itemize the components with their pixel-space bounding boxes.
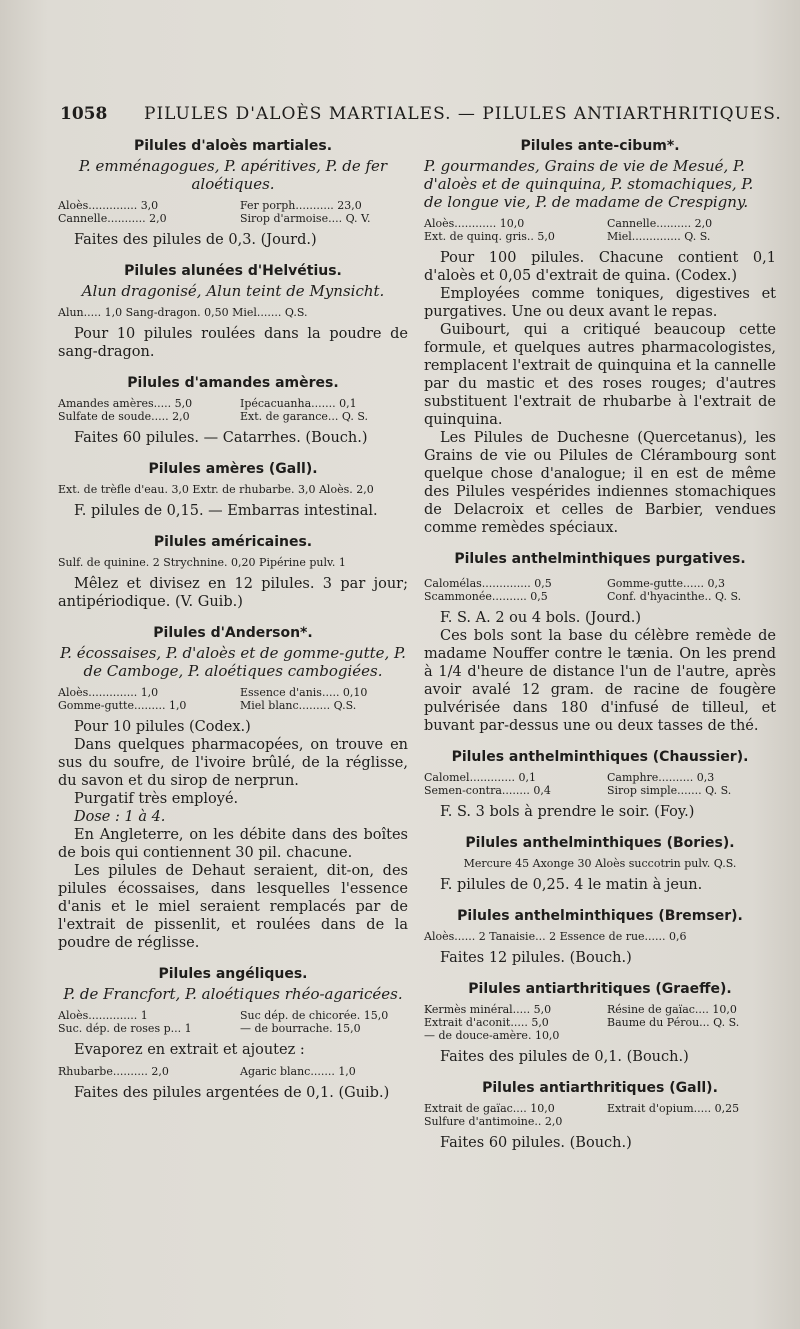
paragraph: Pour 100 pilules. Chacune contient 0,1 d'aloès et 0,05 d'extrait de quina. (Codex.) — [424, 250, 776, 284]
ingredient-list — [58, 397, 408, 423]
ingredient: — de douce-amère. 10,0 — [424, 1029, 560, 1042]
paragraph: Faites 12 pilules. (Bouch.) — [440, 950, 632, 966]
ingredient-list — [424, 217, 776, 243]
ingredient: Calomel............. 0,1 — [424, 771, 537, 784]
ingredient: Sulfate de soude..... 2,0 — [58, 410, 190, 423]
section-title: Pilules d'amandes amères. — [127, 375, 339, 391]
ingredient-list — [424, 1003, 776, 1042]
ingredient: Fer porph........... 23,0 — [240, 199, 362, 212]
running-title: PILULES D'ALOÈS MARTIALES. — PILULES ANTIARTHRITIQUES. — [144, 104, 782, 124]
ingredient-list — [424, 1102, 776, 1128]
paragraph: Evaporez en extrait et ajoutez : — [74, 1042, 305, 1058]
section-synonyms: P. gourmandes, Grains de vie de Mesué, P. d'aloès et de quinquina, P. stomachiques, P. de longue vie, P. de madame de Crespigny. — [424, 157, 754, 211]
right-column — [424, 138, 776, 1152]
section-title: Pilules antiarthritiques (Gall). — [482, 1080, 718, 1096]
ingredient-list — [58, 199, 408, 225]
ingredient-line: Sulf. de quinine. 2 Strychnine. 0,20 Pipérine pulv. 1 — [58, 556, 346, 569]
ingredient-list — [58, 1009, 408, 1035]
section-title: Pilules anthelminthiques (Chaussier). — [451, 749, 749, 765]
ingredient: Ext. de quinq. gris.. 5,0 — [424, 230, 555, 243]
paragraph: Faites 60 pilules. — Catarrhes. (Bouch.) — [74, 430, 368, 446]
ingredient: Cannelle........... 2,0 — [58, 212, 167, 225]
section-title: Pilules antiarthritiques (Graeffe). — [468, 981, 732, 997]
ingredient: Sulfure d'antimoine.. 2,0 — [424, 1115, 563, 1128]
paragraph: Les pilules de Dehaut seraient, dit-on, des pilules écossaises, dans lesquelles l'essence d'anis et le miel seraient remplacés par de l'extrait de pissenlit, et roulées dans de la poudre de réglisse. — [58, 863, 408, 951]
ingredient: Conf. d'hyacinthe.. Q. S. — [607, 590, 742, 603]
ingredient: Extrait d'aconit..... 5,0 — [424, 1016, 549, 1029]
section-title: Pilules anthelminthiques purgatives. — [454, 551, 746, 567]
section-synonyms: P. de Francfort, P. aloétiques rhéo-agaricées. — [63, 985, 403, 1003]
ingredient: Suc. dép. de roses p... 1 — [58, 1022, 192, 1035]
section-title: Pilules anthelminthiques (Bremser). — [457, 908, 743, 924]
ingredient — [607, 1029, 776, 1042]
ingredient-list — [424, 771, 776, 797]
ingredient: Calomélas.............. 0,5 — [424, 577, 552, 590]
section-title: Pilules amères (Gall). — [148, 461, 318, 477]
ingredient: Aloès.............. 1,0 — [58, 686, 159, 699]
ingredient-line: Mercure 45 Axonge 30 Aloès succotrin pulv. Q.S. — [463, 857, 737, 870]
ingredient: Essence d'anis..... 0,10 — [240, 686, 368, 699]
ingredient: Ext. de garance... Q. S. — [240, 410, 368, 423]
section-synonyms: P. écossaises, P. d'aloès et de gomme-gutte, P. de Camboge, P. aloétiques cambogiées. — [60, 644, 406, 680]
ingredient: Amandes amères..... 5,0 — [58, 397, 193, 410]
paragraph: Faites des pilules argentées de 0,1. (Guib.) — [74, 1085, 390, 1101]
ingredient: Résine de gaïac.... 10,0 — [607, 1003, 737, 1016]
section-title: Pilules alunées d'Helvétius. — [124, 263, 342, 279]
paragraph: Faites 60 pilules. (Bouch.) — [440, 1135, 632, 1151]
section-title: Pilules angéliques. — [158, 966, 308, 982]
paragraph: Purgatif très employé. — [74, 791, 239, 807]
ingredient: Sirop d'armoise.... Q. V. — [240, 212, 371, 225]
paragraph: Faites des pilules de 0,1. (Bouch.) — [440, 1049, 689, 1065]
paragraph: Mêlez et divisez en 12 pilules. 3 par jour; antipériodique. (V. Guib.) — [58, 576, 408, 610]
ingredient-list — [424, 577, 776, 603]
paragraph: Dans quelques pharmacopées, on trouve en sus du soufre, de l'ivoire brûlé, de la réglisse, du savon et du sirop de nerprun. — [58, 737, 408, 789]
ingredient: Ipécacuanha....... 0,1 — [240, 397, 357, 410]
paragraph: F. pilules de 0,25. 4 le matin à jeun. — [440, 877, 703, 893]
section-title: Pilules d'aloès martiales. — [133, 138, 333, 154]
ingredient: Kermès minéral..... 5,0 — [424, 1003, 552, 1016]
ingredient: Miel.............. Q. S. — [607, 230, 711, 243]
paragraph: Les Pilules de Duchesne (Quercetanus), les Grains de vie ou Pilules de Clérambourg sont quelque chose d'analogue; il en est de même des Pilules vespérides indiennes stomachiques de Delacroix et celles de Barbier, vendues comme remèdes spéciaux. — [424, 430, 776, 536]
left-column — [58, 138, 408, 1102]
ingredient: Aloès.............. 1 — [58, 1009, 148, 1022]
ingredient: Agaric blanc....... 1,0 — [240, 1065, 356, 1078]
ingredient: Gomme-gutte......... 1,0 — [58, 699, 187, 712]
ingredient: Cannelle.......... 2,0 — [607, 217, 713, 230]
ingredient: Camphre.......... 0,3 — [607, 771, 715, 784]
paragraph: Pour 10 pilules (Codex.) — [74, 719, 251, 735]
ingredient-list — [58, 686, 408, 712]
section-title: Pilules d'Anderson*. — [153, 625, 313, 641]
ingredient-line: Ext. de trèfle d'eau. 3,0 Extr. de rhubarbe. 3,0 Aloès. 2,0 — [58, 483, 374, 496]
ingredient: Scammonée.......... 0,5 — [424, 590, 548, 603]
section-title: Pilules ante-cibum*. — [520, 138, 680, 154]
paragraph: F. S. 3 bols à prendre le soir. (Foy.) — [440, 804, 695, 820]
ingredient: Suc dép. de chicorée. 15,0 — [240, 1009, 389, 1022]
ingredient: Semen-contra........ 0,4 — [424, 784, 551, 797]
ingredient-line: Alun..... 1,0 Sang-dragon. 0,50 Miel....... Q.S. — [58, 306, 308, 319]
paragraph: F. pilules de 0,15. — Embarras intestinal. — [74, 503, 378, 519]
paragraph: Ces bols sont la base du célèbre remède de madame Nouffer contre le tænia. On les prend à 1/4 d'heure de distance l'un de l'autre, après avoir avalé 12 gram. de racine de fougère pulvérisée dans 180 d'infusé de tilleul, et buvant par-dessus une ou deux tasses de thé. — [424, 628, 776, 734]
ingredient: Aloès............ 10,0 — [424, 217, 525, 230]
ingredient: — de bourrache. 15,0 — [240, 1022, 361, 1035]
paragraph: Guibourt, qui a critiqué beaucoup cette formule, et quelques autres pharmacologistes, remplacent l'extrait de quinquina et la cannelle par du mastic et des roses rouges; d'autres substituent l'extrait de rhubarbe à l'extrait de quinquina. — [424, 322, 776, 428]
ingredient: Extrait d'opium..... 0,25 — [607, 1102, 740, 1115]
paragraph: En Angleterre, on les débite dans des boîtes de bois qui contiennent 30 pil. chacune. — [58, 827, 408, 861]
page-number: 1058 — [60, 104, 108, 124]
paragraph: F. S. A. 2 ou 4 bols. (Jourd.) — [440, 610, 642, 626]
section-synonyms: Alun dragonisé, Alun teint de Mynsicht. — [81, 282, 385, 300]
ingredient-list — [58, 1065, 408, 1078]
paragraph: Dose : 1 à 4. — [74, 809, 166, 825]
paragraph: Faites des pilules de 0,3. (Jourd.) — [74, 232, 317, 248]
ingredient: Miel blanc......... Q.S. — [240, 699, 357, 712]
section-title: Pilules américaines. — [153, 534, 313, 550]
ingredient: Sirop simple....... Q. S. — [607, 784, 732, 797]
ingredient: Gomme-gutte...... 0,3 — [607, 577, 725, 590]
ingredient — [607, 1115, 776, 1128]
ingredient: Baume du Pérou... Q. S. — [607, 1016, 740, 1029]
ingredient-line: Aloès...... 2 Tanaisie... 2 Essence de rue...... 0,6 — [424, 930, 687, 943]
ingredient: Rhubarbe.......... 2,0 — [58, 1065, 169, 1078]
section-title: Pilules anthelminthiques (Bories). — [465, 835, 735, 851]
ingredient: Extrait de gaïac.... 10,0 — [424, 1102, 555, 1115]
running-header — [60, 104, 782, 130]
paragraph: Pour 10 pilules roulées dans la poudre de sang-dragon. — [58, 326, 408, 360]
paragraph: Employées comme toniques, digestives et purgatives. Une ou deux avant le repas. — [424, 286, 776, 320]
ingredient: Aloès.............. 3,0 — [58, 199, 159, 212]
section-synonyms: P. emménagogues, P. apéritives, P. de fer aloétiques. — [78, 157, 388, 193]
